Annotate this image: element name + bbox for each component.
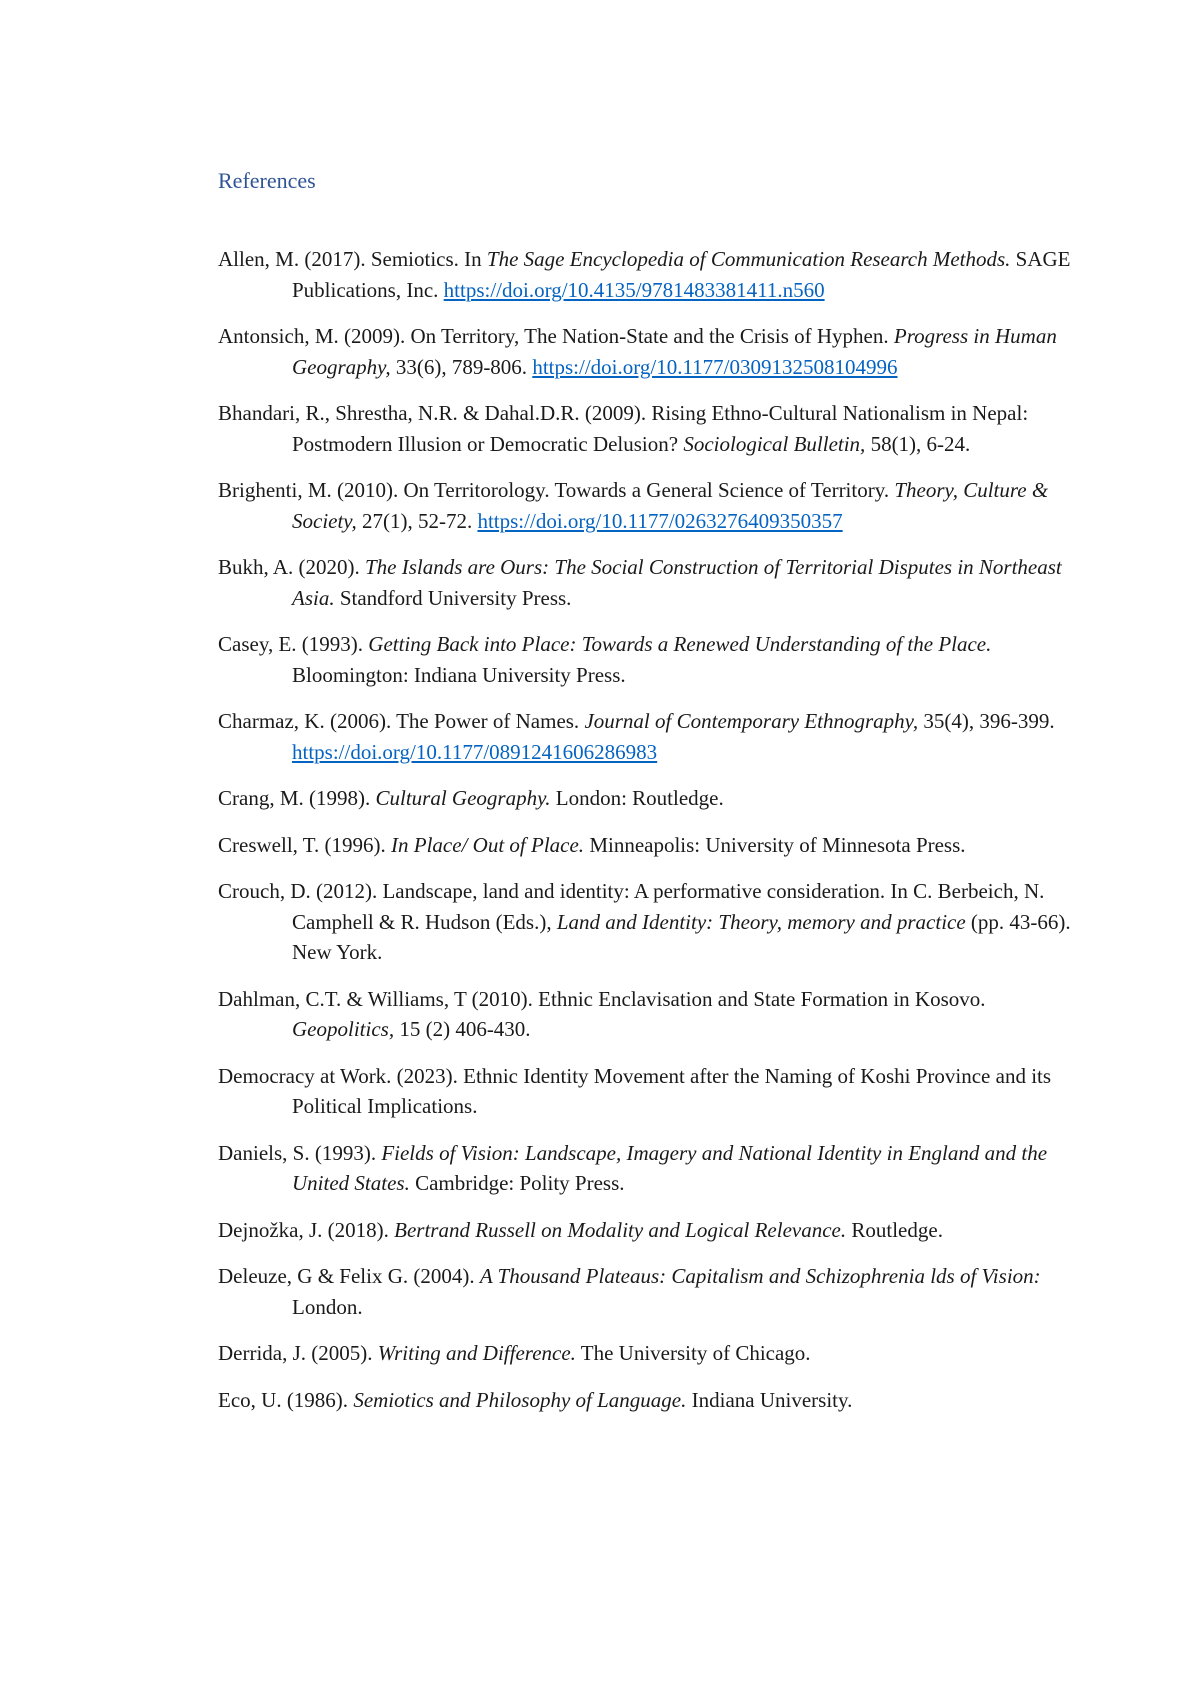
reference-entry <box>218 876 1078 968</box>
reference-entry <box>218 398 1078 459</box>
doi-link[interactable]: https://doi.org/10.4135/9781483381411.n560 <box>443 277 825 302</box>
reference-entry <box>218 984 1078 1045</box>
reference-entry <box>218 321 1078 382</box>
reference-title: The Sage Encyclopedia of Communication Research Methods. <box>486 247 1011 271</box>
reference-title: Fields of Vision: Landscape, Imagery and National Identity in England and the United States. <box>292 1140 1048 1195</box>
reference-entry <box>218 1061 1078 1122</box>
reference-text: Routledge. <box>846 1217 943 1242</box>
reference-title: Land and Identity: Theory, memory and practice <box>556 909 966 934</box>
reference-text: Cambridge: Polity Press. <box>409 1171 625 1195</box>
reference-text: Derrida, J. (2005). <box>218 1341 378 1365</box>
doi-link[interactable]: https://doi.org/10.1177/0263276409350357 <box>477 508 843 533</box>
reference-title: Journal of Contemporary Ethnography, <box>584 709 919 733</box>
reference-text: Indiana University. <box>686 1387 853 1412</box>
reference-entry <box>218 1338 1078 1369</box>
reference-text: London: Routledge. <box>550 786 724 810</box>
reference-title: Theory, Culture & Society, <box>292 478 1049 533</box>
reference-text: SAGE Publications, Inc. <box>292 247 1071 302</box>
reference-title: Geopolitics, <box>292 1017 395 1041</box>
reference-text: 15 (2) 406-430. <box>394 1017 531 1041</box>
reference-text: Minneapolis: University of Minnesota Press. <box>584 832 966 857</box>
reference-text: Daniels, S. (1993). <box>218 1140 382 1165</box>
reference-title: Sociological Bulletin, <box>683 431 866 456</box>
reference-title: A Thousand Plateaus: Capitalism and Schizophrenia lds of Vision: <box>479 1264 1041 1288</box>
reference-entry <box>218 475 1078 536</box>
reference-text: Crang, M. (1998). <box>218 786 376 810</box>
reference-text: Allen, M. (2017). Semiotics. In <box>218 247 487 271</box>
reference-text: London. <box>292 1294 363 1319</box>
reference-text: Bloomington: Indiana University Press. <box>292 662 626 687</box>
reference-text: Dejnožka, J. (2018). <box>218 1217 395 1242</box>
reference-title: Semiotics and Philosophy of Language. <box>353 1387 687 1412</box>
reference-title: In Place/ Out of Place. <box>391 832 585 857</box>
reference-text: Creswell, T. (1996). <box>218 832 392 857</box>
reference-text: 58(1), 6-24. <box>865 431 971 456</box>
reference-text: Dahlman, C.T. & Williams, T (2010). Ethnic Enclavisation and State Formation in Kosovo. <box>218 986 986 1011</box>
reference-title: Getting Back into Place: Towards a Renewed Understanding of the Place. <box>368 632 992 656</box>
reference-text: (pp. 43-66). New York. <box>292 909 1071 964</box>
reference-title: Bertrand Russell on Modality and Logical Relevance. <box>394 1217 847 1242</box>
reference-text: 27(1), 52-72. <box>356 508 478 533</box>
reference-text: Antonsich, M. (2009). On Territory, The Nation-State and the Crisis of Hyphen. <box>218 324 894 348</box>
reference-entry <box>218 830 1078 861</box>
reference-text: Standford University Press. <box>334 585 572 610</box>
reference-entry <box>218 1138 1078 1199</box>
references-heading: References <box>218 168 316 193</box>
reference-title: The Islands are Ours: The Social Construction of Territorial Disputes in Northeast Asia. <box>292 555 1062 610</box>
reference-text: Brighenti, M. (2010). On Territorology. Towards a General Science of Territory. <box>218 478 895 502</box>
doi-link[interactable]: https://doi.org/10.1177/0309132508104996 <box>532 354 898 379</box>
reference-entry <box>218 783 1078 814</box>
reference-title: Cultural Geography. <box>375 786 551 810</box>
reference-text: Crouch, D. (2012). Landscape, land and identity: A performative consideration. In C. Berbeich, N. Camphell & R. Hudson (Eds.), <box>218 879 1045 934</box>
reference-entry <box>218 244 1078 305</box>
reference-text: The University of Chicago. <box>575 1341 811 1365</box>
reference-entry <box>218 1215 1078 1246</box>
reference-entry <box>218 1261 1078 1322</box>
reference-text: Democracy at Work. (2023). Ethnic Identity Movement after the Naming of Koshi Province and its Political Implications. <box>218 1063 1052 1118</box>
reference-entry <box>218 1385 1078 1416</box>
reference-list <box>218 244 1078 1431</box>
reference-entry <box>218 706 1078 767</box>
reference-text: Deleuze, G & Felix G. (2004). <box>218 1264 480 1288</box>
doi-link[interactable]: https://doi.org/10.1177/0891241606286983 <box>292 739 658 764</box>
reference-text: 33(6), 789-806. <box>390 354 533 379</box>
reference-entry <box>218 552 1078 613</box>
reference-text: Bukh, A. (2020). <box>218 555 365 579</box>
reference-text: Charmaz, K. (2006). The Power of Names. <box>218 709 585 733</box>
reference-title: Writing and Difference. <box>377 1341 576 1365</box>
reference-text: Casey, E. (1993). <box>218 632 369 656</box>
reference-text: Eco, U. (1986). <box>218 1387 354 1412</box>
reference-entry <box>218 629 1078 690</box>
reference-text: 35(4), 396-399. <box>918 709 1055 733</box>
reference-text: Bhandari, R., Shrestha, N.R. & Dahal.D.R. (2009). Rising Ethno-Cultural Nationalism in Nepal: Postmodern Illusion or Democratic Delusion? <box>218 401 1029 456</box>
reference-title: Progress in Human Geography, <box>292 324 1057 379</box>
